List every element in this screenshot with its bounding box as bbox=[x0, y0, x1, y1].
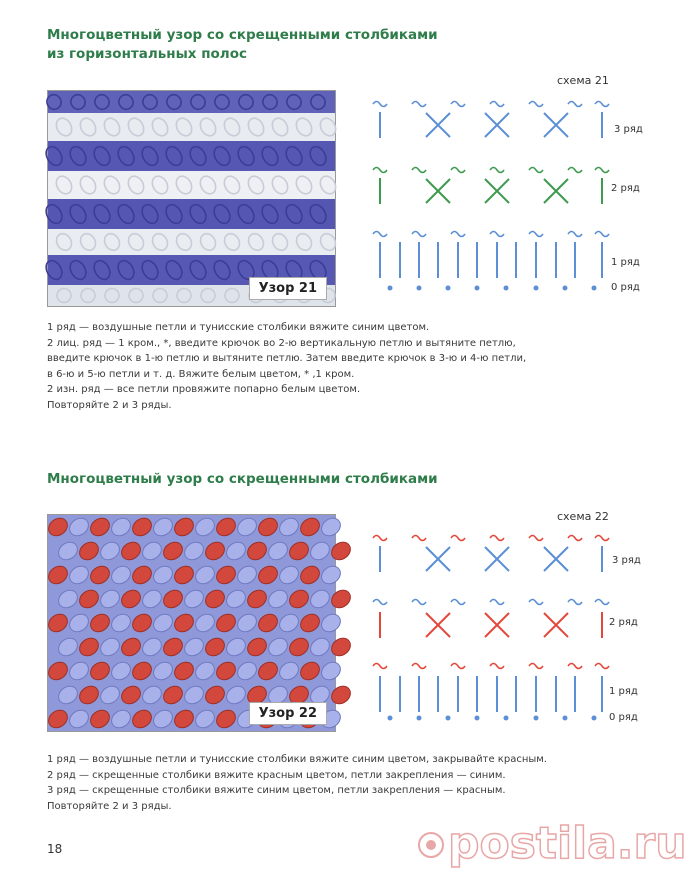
instruction-line: Повторяйте 2 и 3 ряды. bbox=[47, 399, 172, 411]
chain-stitch-symbol bbox=[568, 536, 582, 541]
chain-stitch-symbol bbox=[529, 536, 543, 541]
chain-stitch-symbol bbox=[412, 600, 426, 605]
chain-dot-symbol bbox=[534, 286, 539, 291]
chain-dot-symbol bbox=[504, 286, 509, 291]
instruction-line: в 6-ю и 5-ю петли и т. д. Вяжите белым цветом, * ,1 кром. bbox=[47, 368, 355, 380]
chain-stitch-symbol bbox=[529, 232, 543, 237]
chain-stitch-symbol bbox=[529, 168, 543, 173]
instruction-line: 1 ряд — воздушные петли и тунисские столбики вяжите синим цветом, закрывайте красным. bbox=[47, 754, 547, 765]
knitted-dots-image bbox=[48, 515, 335, 731]
chain-stitch-symbol bbox=[529, 664, 543, 669]
chain-stitch-symbol bbox=[490, 664, 504, 669]
chain-stitch-symbol bbox=[451, 168, 465, 173]
instruction-line: 2 лиц. ряд — 1 кром., *, введите крючок во 2-ю вертикальную петлю и вытяните петлю, bbox=[47, 337, 516, 349]
instruction-line: введите крючок в 1-ю петлю и вытяните петлю. Затем введите крючок в 3-ю и 4-ю петли, bbox=[47, 353, 527, 364]
instruction-line: 3 ряд — скрещенные столбики вяжите синим цветом, петли закрепления — красным. bbox=[47, 785, 506, 796]
watermark-logo-icon bbox=[416, 830, 446, 860]
schema-22-symbols bbox=[370, 528, 610, 728]
chain-dot-symbol bbox=[446, 716, 451, 721]
chain-stitch-symbol bbox=[373, 102, 387, 107]
chain-stitch-symbol bbox=[373, 664, 387, 669]
chain-stitch-symbol bbox=[595, 536, 609, 541]
chain-stitch-symbol bbox=[373, 536, 387, 541]
chain-dot-symbol bbox=[475, 716, 480, 721]
chain-dot-symbol bbox=[417, 286, 422, 291]
section1-title-line2: из горизонтальных полос bbox=[47, 46, 247, 62]
chain-stitch-symbol bbox=[595, 102, 609, 107]
chain-stitch-symbol bbox=[412, 232, 426, 237]
chain-dot-symbol bbox=[475, 286, 480, 291]
chain-dot-symbol bbox=[388, 286, 393, 291]
section1-instructions bbox=[47, 320, 607, 413]
chain-stitch-symbol bbox=[451, 232, 465, 237]
chain-dot-symbol bbox=[534, 716, 539, 721]
chain-stitch-symbol bbox=[451, 600, 465, 605]
chain-dot-symbol bbox=[592, 716, 597, 721]
pattern-22-photo bbox=[47, 514, 336, 732]
yarn-stripe bbox=[48, 141, 335, 171]
chain-dot-symbol bbox=[388, 716, 393, 721]
schema-21-title: схема 21 bbox=[557, 74, 609, 87]
chain-stitch-symbol bbox=[451, 664, 465, 669]
instruction-line: 1 ряд — воздушные петли и тунисские столбики вяжите синим цветом. bbox=[47, 322, 430, 333]
schema-22-row1-label: 1 ряд bbox=[609, 686, 638, 697]
chain-stitch-symbol bbox=[490, 102, 504, 107]
chain-dot-symbol bbox=[446, 286, 451, 291]
pattern-21-photo bbox=[47, 90, 336, 307]
chain-stitch-symbol bbox=[595, 168, 609, 173]
pattern-21-label: Узор 21 bbox=[249, 277, 327, 300]
chain-dot-symbol bbox=[504, 716, 509, 721]
page-number: 18 bbox=[47, 842, 63, 856]
chain-stitch-symbol bbox=[412, 102, 426, 107]
chain-stitch-symbol bbox=[412, 168, 426, 173]
schema-22-row0-label: 0 ряд bbox=[609, 712, 638, 723]
schema-21-row0-label: 0 ряд bbox=[611, 282, 640, 293]
chain-stitch-symbol bbox=[412, 536, 426, 541]
chain-stitch-symbol bbox=[373, 600, 387, 605]
section1-title bbox=[47, 26, 438, 64]
schema-21-row3-label: 3 ряд bbox=[614, 124, 643, 135]
chain-dot-symbol bbox=[417, 716, 422, 721]
chain-stitch-symbol bbox=[529, 600, 543, 605]
chain-stitch-symbol bbox=[595, 664, 609, 669]
chain-stitch-symbol bbox=[451, 536, 465, 541]
instruction-line: Повторяйте 2 и 3 ряды. bbox=[47, 800, 172, 812]
watermark: postila.ru bbox=[448, 818, 687, 869]
chain-stitch-symbol bbox=[568, 168, 582, 173]
chain-stitch-symbol bbox=[373, 232, 387, 237]
yarn-stripe bbox=[48, 199, 335, 229]
chain-stitch-symbol bbox=[490, 232, 504, 237]
chain-stitch-symbol bbox=[568, 600, 582, 605]
chain-stitch-symbol bbox=[568, 102, 582, 107]
chain-stitch-symbol bbox=[568, 232, 582, 237]
pattern-22-label: Узор 22 bbox=[249, 702, 327, 725]
section2-title bbox=[47, 470, 438, 489]
chain-stitch-symbol bbox=[568, 664, 582, 669]
schema-22-row2-label: 2 ряд bbox=[609, 617, 638, 628]
chain-stitch-symbol bbox=[529, 102, 543, 107]
chain-dot-symbol bbox=[563, 286, 568, 291]
chain-stitch-symbol bbox=[595, 232, 609, 237]
chain-stitch-symbol bbox=[451, 102, 465, 107]
schema-21-diagram bbox=[370, 92, 643, 302]
instruction-line: 2 ряд — скрещенные столбики вяжите красным цветом, петли закрепления — синим. bbox=[47, 769, 506, 781]
schema-22-diagram bbox=[370, 528, 640, 728]
schema-22-title: схема 22 bbox=[557, 510, 609, 523]
schema-21-symbols bbox=[370, 92, 610, 302]
chain-stitch-symbol bbox=[595, 600, 609, 605]
chain-dot-symbol bbox=[592, 286, 597, 291]
schema-21-row1-label: 1 ряд bbox=[611, 257, 640, 268]
schema-21-row2-label: 2 ряд bbox=[611, 183, 640, 194]
instruction-line: 2 изн. ряд — все петли провяжите попарно белым цветом. bbox=[47, 384, 361, 395]
knitted-stripes-image bbox=[48, 91, 335, 306]
section2-instructions bbox=[47, 752, 607, 814]
chain-dot-symbol bbox=[563, 716, 568, 721]
chain-stitch-symbol bbox=[490, 536, 504, 541]
section1-title-line1: Многоцветный узор со скрещенными столбиками bbox=[47, 27, 438, 43]
chain-stitch-symbol bbox=[412, 664, 426, 669]
schema-22-row3-label: 3 ряд bbox=[612, 555, 641, 566]
section2-title-line1: Многоцветный узор со скрещенными столбиками bbox=[47, 471, 438, 487]
chain-stitch-symbol bbox=[490, 600, 504, 605]
chain-stitch-symbol bbox=[373, 168, 387, 173]
chain-stitch-symbol bbox=[490, 168, 504, 173]
